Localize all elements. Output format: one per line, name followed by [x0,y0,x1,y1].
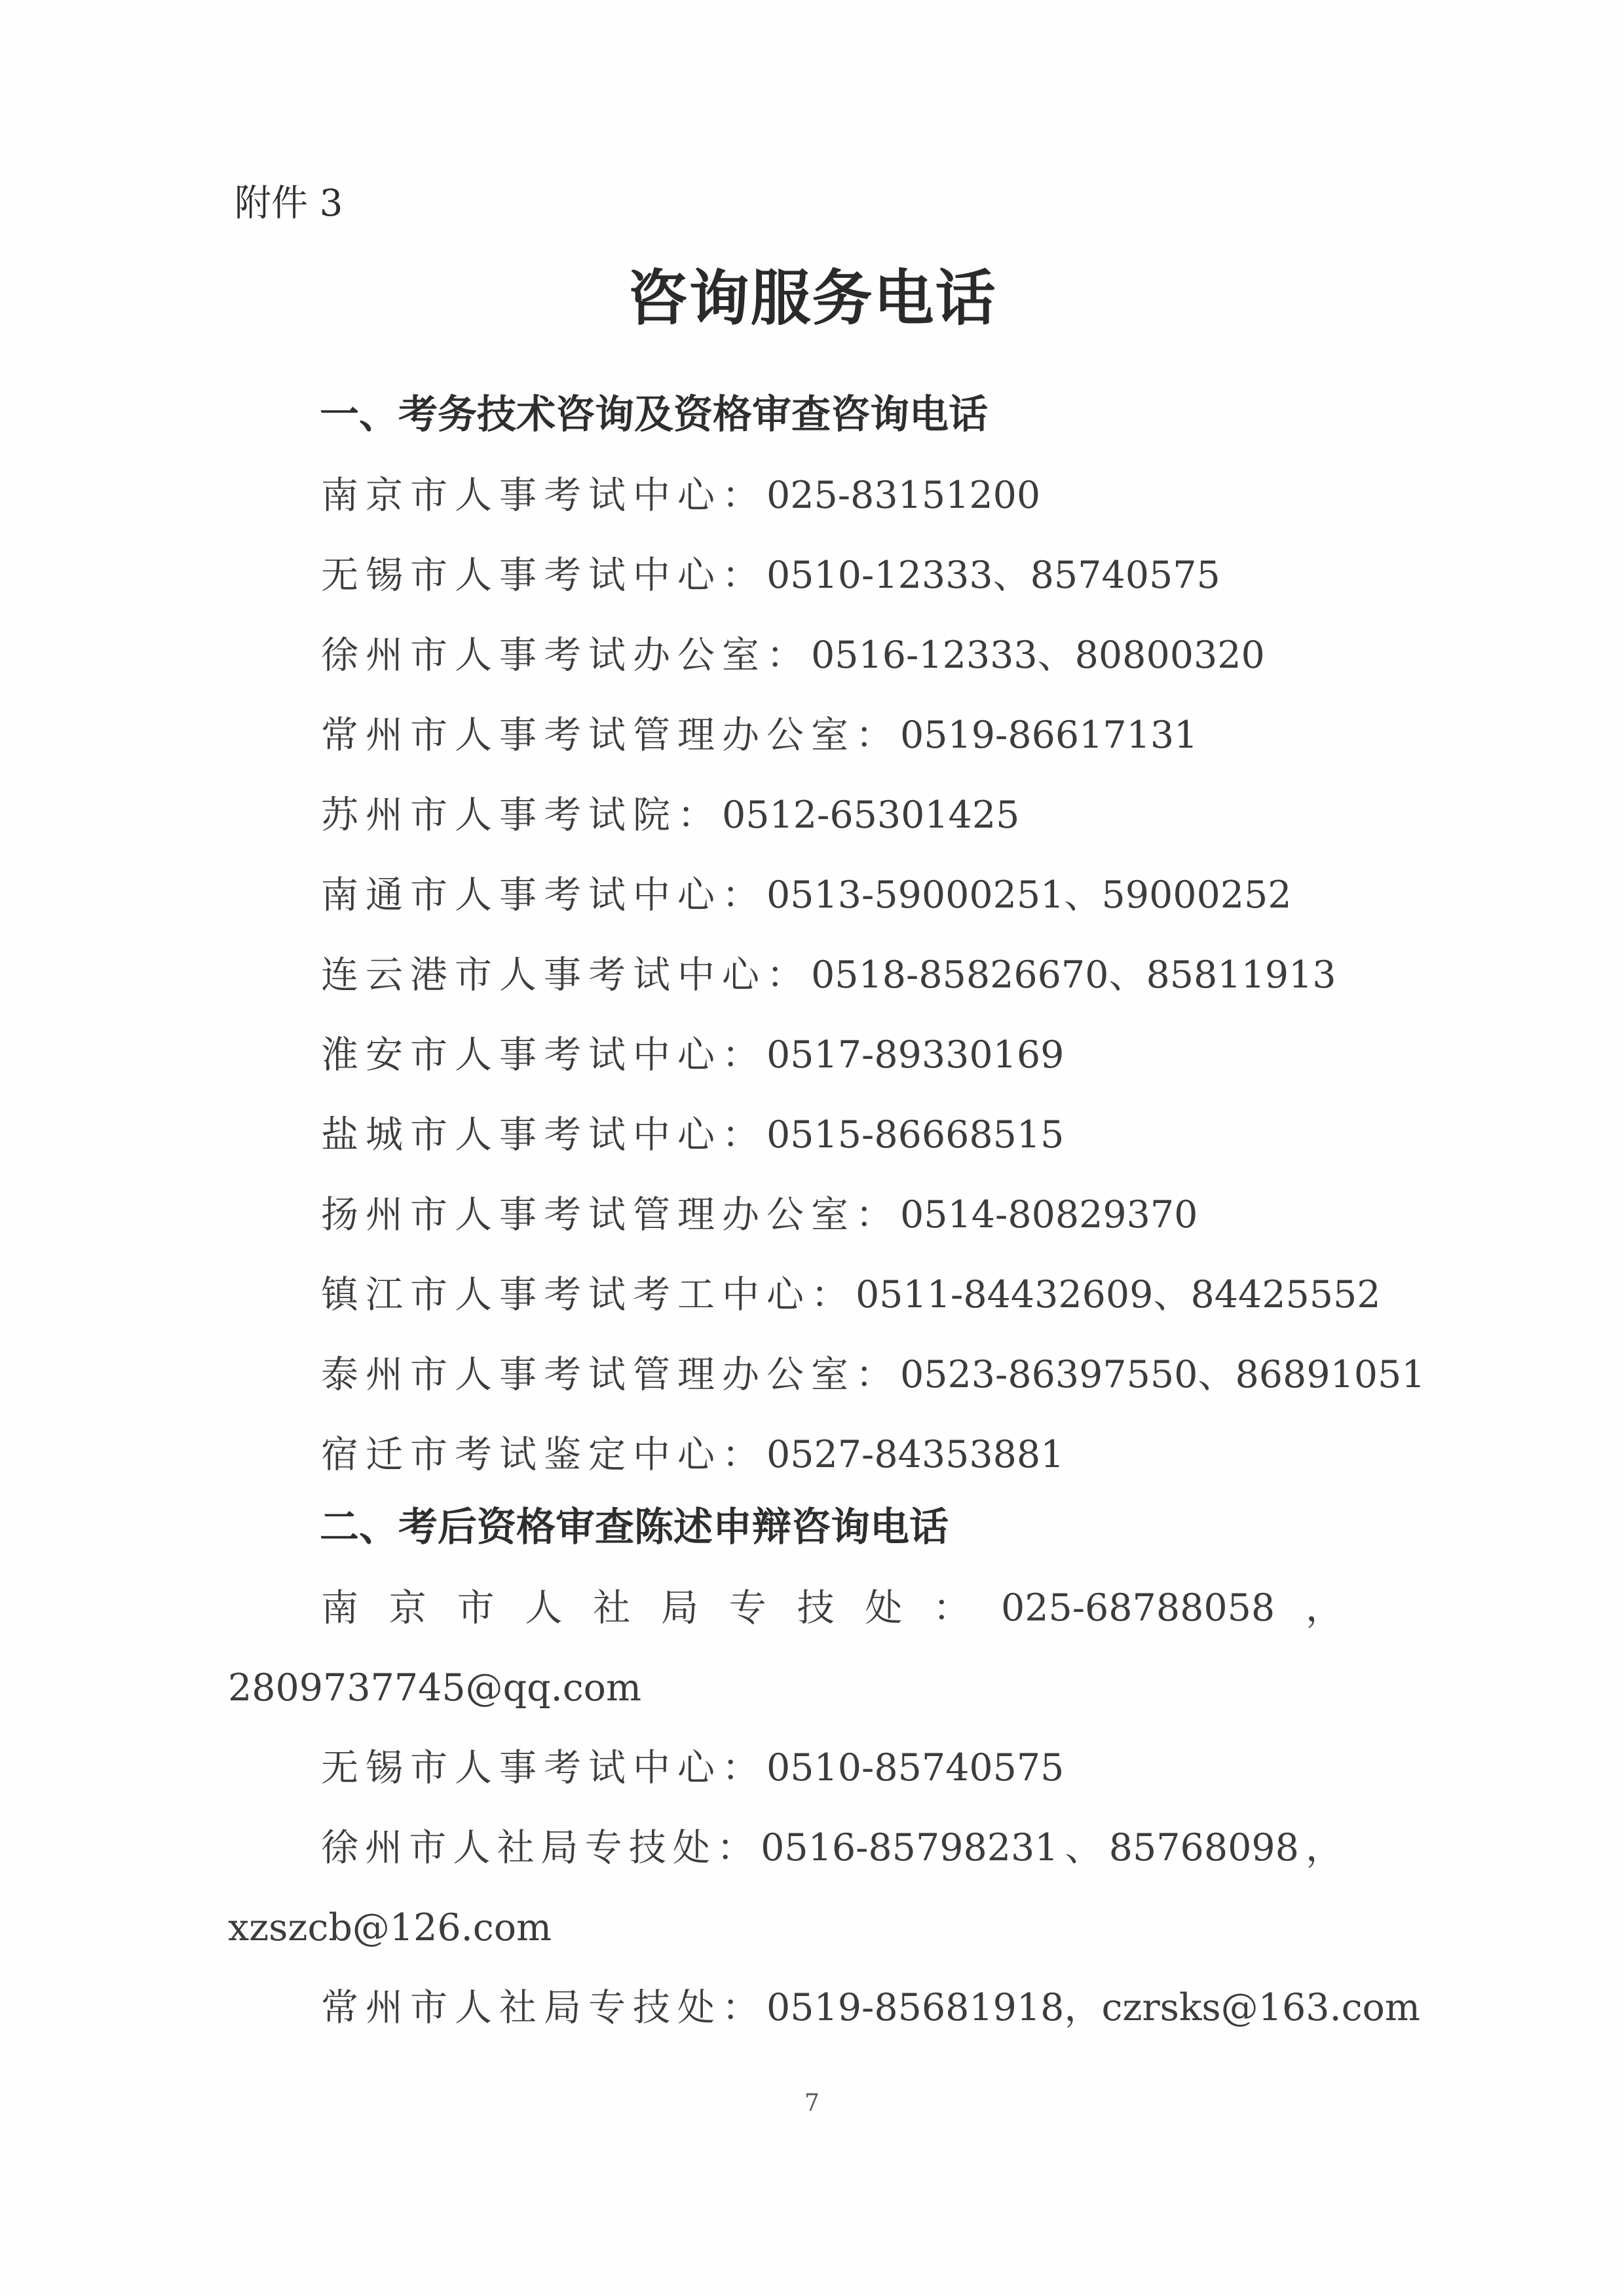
contact-line [321,871,1292,919]
contact-name: 无锡市人事考试中心： [321,1746,766,1789]
contact-phone: 0523-86397550、86891051 [900,1353,1426,1396]
contact-name: 泰州市人事考试管理办公室： [321,1353,900,1396]
contact-phone: 0510-12333、85740575 [766,554,1220,597]
contact-name: 常州市人社局专技处： [321,1986,766,2029]
char: 州 [365,1826,403,1869]
section-heading-1: 一、考务技术咨询及资格审查咨询电话 [320,392,988,438]
contact-line [321,712,1198,759]
char: 社 [593,1586,631,1630]
contact-line [321,1031,1064,1079]
contact-name: 连云港市人事考试中心： [321,953,811,997]
contact-email: 2809737745@qq.com [228,1666,642,1710]
contact-phone: 0516-85798231 [761,1826,1059,1869]
char: 社 [497,1826,535,1869]
contact-phone: 0510-85740575 [766,1746,1065,1789]
contact-line [321,1744,1064,1791]
contact-name: 南京市人事考试中心： [321,474,766,517]
char: 人 [525,1586,563,1630]
contact-phone: 0519-85681918，czrsks@163.com [766,1986,1420,2029]
contact-phone: 0518-85826670、85811913 [811,953,1336,997]
char: 南 [321,1586,358,1630]
contact-line [321,1271,1381,1318]
char: 市 [409,1826,447,1869]
contact-phone: 0527-84353881 [766,1433,1065,1476]
contact-phone: 0517-89330169 [766,1033,1065,1077]
char: 、 [1065,1826,1103,1869]
char: 技 [797,1586,835,1630]
page-title: 咨询服务电话 [627,263,997,334]
contact-name: 徐州市人事考试办公室： [321,634,811,677]
char: 技 [628,1826,666,1869]
contact-phone: 0513-59000251、59000252 [766,873,1292,917]
contact-phone: 85768098 [1108,1826,1299,1869]
contact-phone: 0519-86617131 [900,714,1198,757]
char: 京 [388,1586,426,1630]
contact-line [321,1111,1064,1158]
contact-phone: 0511-84432609、84425552 [856,1273,1381,1316]
contact-name: 无锡市人事考试中心： [321,554,766,597]
contact-name: 盐城市人事考试中心： [321,1113,766,1157]
contact-phone: 0516-12333、80800320 [811,634,1265,677]
contact-name: 南通市人事考试中心： [321,873,766,917]
contact-phone: 0512-65301425 [722,794,1020,837]
section-heading-2: 二、考后资格审查陈述申辩咨询电话 [320,1504,949,1550]
attachment-label: 附件 3 [235,182,343,225]
contact-line [321,472,1040,519]
contact-line [321,1351,1426,1398]
contact-line [321,951,1336,999]
contact-line-nanjing [321,1584,1343,1632]
contact-phone: 025-68788058 [1000,1586,1275,1630]
char: ， [1305,1586,1343,1630]
contact-line [321,1984,1420,2031]
char: 专 [584,1826,622,1869]
char: ， [1306,1826,1343,1869]
contact-line [321,632,1265,679]
contact-name: 淮安市人事考试中心： [321,1033,766,1077]
contact-name: 镇江市人事考试考工中心： [321,1273,856,1316]
contact-line [321,1191,1198,1238]
char: 处 [865,1586,903,1630]
contact-phone: 0515-86668515 [766,1113,1065,1157]
contact-line [321,792,1019,839]
char: 局 [540,1826,578,1869]
char: ： [716,1826,754,1869]
contact-name: 扬州市人事考试管理办公室： [321,1193,900,1236]
char: 处 [672,1826,710,1869]
contact-line [321,552,1220,599]
page-number: 7 [804,2090,820,2116]
char: 人 [453,1826,491,1869]
contact-phone: 025-83151200 [766,474,1041,517]
contact-phone: 0514-80829370 [900,1193,1198,1236]
char: 徐 [321,1826,358,1869]
contact-name: 宿迁市考试鉴定中心： [321,1433,766,1476]
contact-name: 常州市人事考试管理办公室： [321,714,900,757]
char: 专 [728,1586,766,1630]
char: 市 [457,1586,495,1630]
char: ： [933,1586,971,1630]
contact-line-xuzhou [321,1824,1343,1871]
char: 局 [660,1586,698,1630]
contact-name: 苏州市人事考试院： [321,794,722,837]
contact-email: xzszcb@126.com [228,1906,552,1949]
contact-line [321,1431,1064,1478]
